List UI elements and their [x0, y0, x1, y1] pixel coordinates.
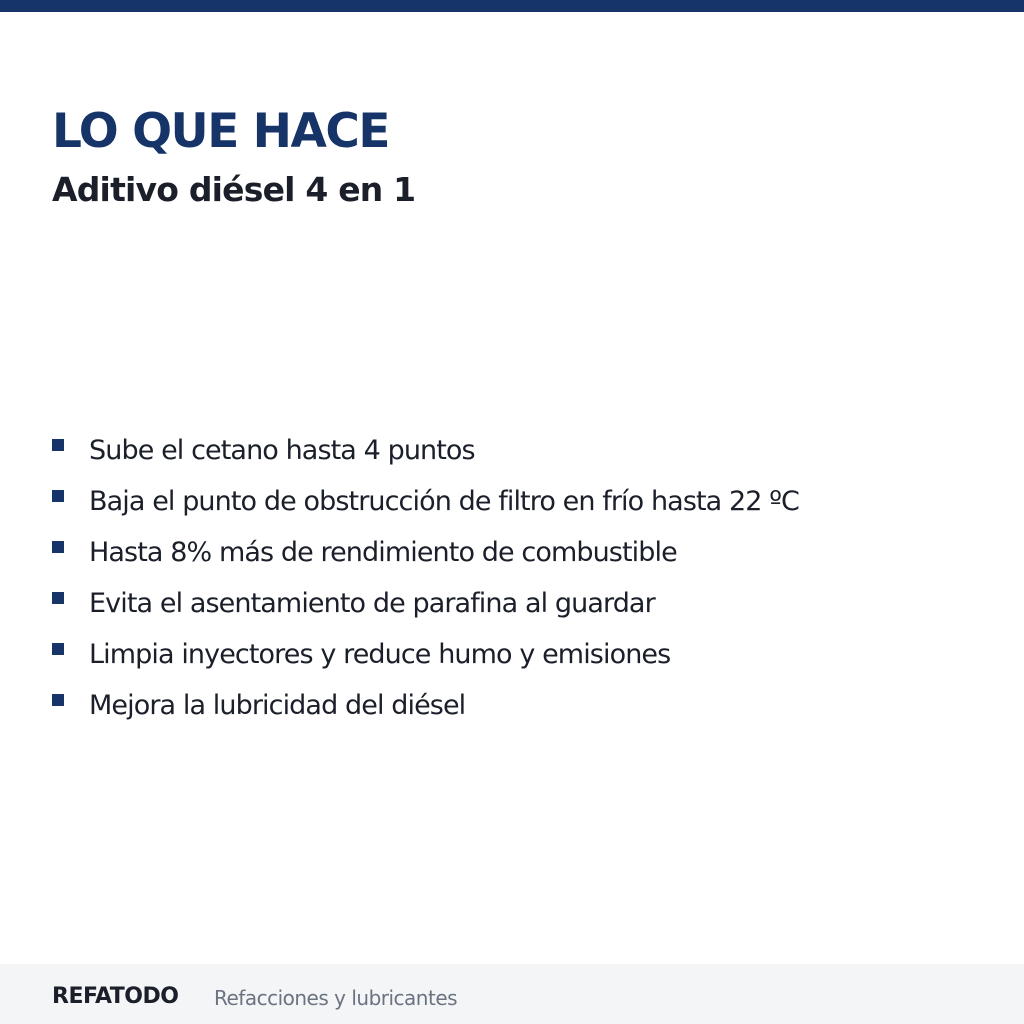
top-accent-bar [0, 0, 1024, 12]
footer [0, 964, 1024, 1024]
benefits-list [52, 425, 799, 731]
square-bullet-icon [52, 541, 64, 553]
benefit-text: Limpia inyectores y reduce humo y emisiones [89, 639, 671, 670]
square-bullet-icon [52, 592, 64, 604]
page-title: LO QUE HACE [52, 104, 389, 159]
list-item [52, 629, 799, 680]
square-bullet-icon [52, 439, 64, 451]
list-item [52, 680, 799, 731]
list-item [52, 476, 799, 527]
list-item [52, 425, 799, 476]
benefit-text: Sube el cetano hasta 4 puntos [89, 435, 475, 466]
brand-name: REFATODO [52, 984, 179, 1009]
benefit-text: Evita el asentamiento de parafina al guardar [89, 588, 655, 619]
benefit-text: Mejora la lubricidad del diésel [89, 690, 466, 721]
list-item [52, 527, 799, 578]
brand-tagline: Refacciones y lubricantes [214, 986, 458, 1010]
product-subtitle: Aditivo diésel 4 en 1 [52, 170, 416, 209]
square-bullet-icon [52, 643, 64, 655]
benefit-text: Baja el punto de obstrucción de filtro en frío hasta 22 ºC [89, 486, 800, 517]
list-item [52, 578, 799, 629]
benefit-text: Hasta 8% más de rendimiento de combustible [89, 537, 677, 568]
square-bullet-icon [52, 694, 64, 706]
square-bullet-icon [52, 490, 64, 502]
